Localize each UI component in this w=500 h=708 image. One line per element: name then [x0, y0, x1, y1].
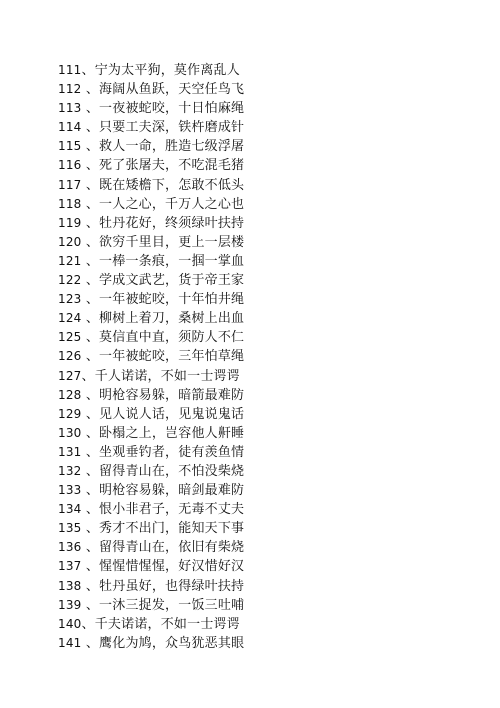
line-number: 141	[58, 635, 82, 650]
proverb-text: 、救人一命，胜造七级浮屠	[81, 139, 245, 155]
list-item	[58, 634, 244, 653]
list-item	[58, 500, 244, 519]
line-number: 129	[58, 406, 82, 421]
line-number: 116	[58, 158, 82, 173]
list-item	[58, 309, 244, 328]
proverb-text: 、见人说人话，见鬼说鬼话	[81, 406, 245, 422]
line-number: 130	[58, 425, 82, 440]
line-number: 119	[58, 215, 82, 230]
line-number: 138	[58, 578, 82, 593]
line-number: 112	[58, 82, 82, 97]
list-item	[58, 596, 244, 615]
line-number: 134	[58, 502, 82, 517]
line-number: 140	[58, 616, 82, 631]
line-number: 139	[58, 597, 82, 612]
proverb-text: 、只要工夫深，铁杵磨成针	[81, 120, 245, 136]
list-item	[58, 557, 244, 576]
proverb-text: 、一夜被蛇咬，十日怕麻绳	[81, 101, 245, 117]
line-number: 124	[58, 311, 82, 326]
list-item	[58, 462, 244, 481]
proverb-text: 、千人诺诺，不如一士谔谔	[81, 368, 240, 384]
proverb-text: 、一年被蛇咬，十年怕井绳	[81, 292, 245, 308]
proverb-text: 、海阔从鱼跃，天空任鸟飞	[81, 82, 245, 98]
list-item	[58, 80, 244, 99]
proverb-text: 、欲穷千里目，更上一层楼	[81, 234, 245, 250]
list-item	[58, 347, 244, 366]
proverb-text: 、留得青山在，不怕没柴烧	[81, 463, 245, 479]
line-number: 132	[58, 463, 82, 478]
proverb-text: 、一年被蛇咬，三年怕草绳	[81, 349, 245, 365]
proverb-text: 、一沐三捉发，一饭三吐哺	[81, 597, 245, 613]
list-item	[58, 328, 244, 347]
proverb-list	[58, 61, 244, 653]
line-number: 113	[58, 101, 82, 116]
list-item	[58, 195, 244, 214]
list-item	[58, 615, 244, 634]
proverb-text: 、既在矮檐下，怎敢不低头	[81, 177, 245, 193]
line-number: 120	[58, 234, 82, 249]
line-number: 137	[58, 559, 82, 574]
proverb-text: 、死了张屠夫，不吃混毛猪	[81, 158, 245, 174]
list-item	[58, 137, 244, 156]
list-item	[58, 538, 244, 557]
proverb-text: 、千夫诺诺，不如一士谔谔	[81, 616, 240, 632]
list-item	[58, 61, 244, 80]
line-number: 136	[58, 540, 82, 555]
list-item	[58, 367, 244, 386]
line-number: 123	[58, 292, 82, 307]
proverb-text: 、明枪容易躲，暗剑最难防	[81, 483, 245, 499]
line-number: 115	[58, 139, 82, 154]
list-item	[58, 252, 244, 271]
line-number: 126	[58, 349, 82, 364]
list-item	[58, 424, 244, 443]
list-item	[58, 481, 244, 500]
list-item	[58, 233, 244, 252]
list-item	[58, 405, 244, 424]
proverb-text: 、宁为太平狗，莫作离乱人	[81, 63, 240, 78]
line-number: 118	[58, 196, 82, 211]
list-item	[58, 386, 244, 405]
proverb-text: 、明枪容易躲，暗箭最难防	[81, 387, 245, 403]
list-item	[58, 577, 244, 596]
proverb-text: 、柳树上着刀，桑树上出血	[81, 311, 245, 327]
list-item	[58, 156, 244, 175]
proverb-text: 、坐观垂钓者，徒有羡鱼情	[81, 444, 245, 460]
list-item	[58, 271, 244, 290]
list-item	[58, 214, 244, 233]
proverb-text: 、莫信直中直，须防人不仁	[81, 330, 245, 346]
proverb-text: 、卧榻之上，岂容他人鼾睡	[81, 425, 245, 441]
line-number: 128	[58, 387, 82, 402]
list-item	[58, 176, 244, 195]
proverb-text: 、一人之心，千万人之心也	[81, 196, 245, 212]
proverb-text: 、恨小非君子，无毒不丈夫	[81, 502, 245, 518]
line-number: 121	[58, 253, 82, 268]
proverb-text: 、惺惺惜惺惺，好汉惜好汉	[81, 559, 245, 575]
proverb-text: 、学成文武艺，货于帝王家	[81, 273, 245, 289]
line-number: 131	[58, 444, 82, 459]
list-item	[58, 443, 244, 462]
proverb-text: 、鹰化为鸠，众鸟犹恶其眼	[81, 635, 245, 651]
proverb-text: 、一棒一条痕，一掴一掌血	[81, 253, 245, 269]
line-number: 135	[58, 521, 82, 536]
line-number: 127	[58, 368, 82, 383]
list-item	[58, 99, 244, 118]
proverb-text: 、牡丹花好，终须绿叶扶持	[81, 215, 245, 231]
proverb-text: 、秀才不出门，能知天下事	[81, 521, 245, 537]
list-item	[58, 290, 244, 309]
line-number: 125	[58, 330, 82, 345]
line-number: 114	[58, 120, 82, 135]
line-number: 117	[58, 177, 82, 192]
proverb-text: 、留得青山在，依旧有柴烧	[81, 540, 245, 556]
proverb-text: 、牡丹虽好，也得绿叶扶持	[81, 578, 245, 594]
line-number: 122	[58, 273, 82, 288]
line-number: 133	[58, 483, 82, 498]
list-item	[58, 118, 244, 137]
list-item	[58, 519, 244, 538]
line-number: 111	[58, 63, 82, 77]
